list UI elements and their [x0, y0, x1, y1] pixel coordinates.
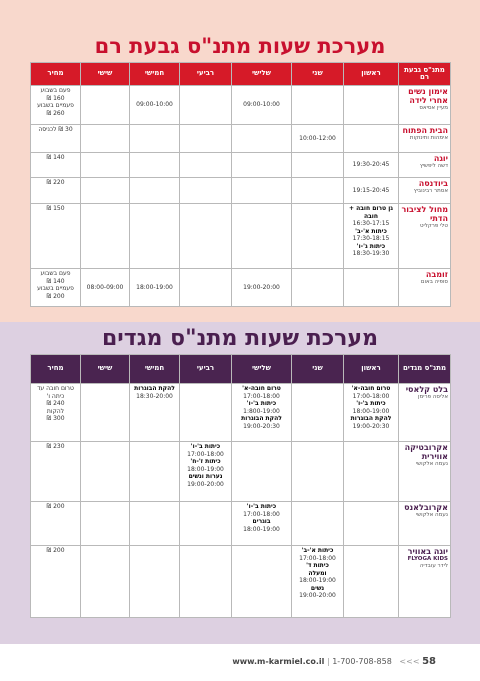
time-range: 19:15-20:45: [352, 186, 390, 194]
time-range: 09:00-10:00: [243, 101, 280, 109]
instructor-name: נעמה אלקושי: [415, 461, 448, 467]
price-line: 160 ₪: [46, 94, 65, 102]
group-label: גן טרום חובה + חובה: [349, 205, 393, 220]
day-cell: [292, 153, 344, 178]
activity-cell: [399, 546, 451, 618]
website-link[interactable]: www.m-karmiel.co.il: [232, 657, 325, 666]
time-range: 08:00-09:00: [86, 283, 124, 291]
activity-name: אקרובטיקה אווירית: [404, 443, 448, 461]
time-range: 18:00-19:00: [352, 407, 390, 415]
price-cell: [31, 86, 81, 125]
header-cell: מחיר: [31, 355, 81, 384]
instructor-name: אליסה פרימן: [418, 394, 448, 400]
time-range: 17:00-18:00: [352, 392, 390, 400]
time-range: 17:00-18:00: [187, 450, 224, 458]
day-cell: [344, 502, 399, 546]
instructor-name: אימהות ותינוקות: [409, 135, 448, 141]
instructor-name: סופיה באום: [420, 279, 448, 285]
header-cell: שלישי: [232, 63, 292, 86]
header-cell: שני: [292, 63, 344, 86]
activity-cell: [399, 178, 451, 204]
group-label: טרום חובה-א': [242, 385, 281, 392]
price-cell: [31, 178, 81, 204]
header-cell: רביעי: [180, 355, 232, 384]
section-title: מערכת שעות מתנ"ס מגדים: [101, 326, 378, 351]
day-cell: [344, 178, 399, 204]
price-line: 150 ₪: [46, 205, 65, 212]
price-line: 200 ₪: [46, 292, 65, 300]
day-cell: [344, 125, 399, 153]
price-line: טרום חובה עד כיתה ו': [37, 385, 74, 400]
price-cell: [31, 125, 81, 153]
activity-cell: [399, 86, 451, 125]
price-cell: [31, 384, 81, 442]
price-line: 260 ₪: [46, 109, 65, 117]
day-cell: [180, 153, 232, 178]
table-row: [31, 178, 451, 204]
time-range: 19:00-20:30: [352, 422, 390, 430]
group-label: כיתות ז'-ח': [190, 458, 221, 465]
group-label: כיתות ג'-ו': [356, 242, 386, 250]
day-cell: [232, 502, 292, 546]
day-cell: [81, 86, 130, 125]
day-cell: [180, 125, 232, 153]
price-line: 230 ₪: [46, 443, 65, 450]
price-line: פעם בשבוע: [40, 87, 71, 94]
time-range: 10:00-12:00: [299, 134, 336, 142]
price-cell: [31, 204, 81, 269]
activity-cell: [399, 125, 451, 153]
activity-name: אימון נשים אחרי לידה: [408, 87, 448, 105]
group-label: כיתות ב'-ו': [246, 400, 277, 407]
day-cell: [344, 546, 399, 618]
day-cell: [180, 204, 232, 269]
activity-name: הבית הפתוח: [402, 126, 448, 135]
table-row: [31, 153, 451, 178]
day-cell: [81, 502, 130, 546]
day-cell: [81, 153, 130, 178]
day-cell: [130, 204, 180, 269]
day-cell: [180, 502, 232, 546]
day-cell: [81, 204, 130, 269]
header-cell: מתנ"ס מגדים: [399, 355, 451, 384]
price-line: 140 ₪: [46, 154, 65, 161]
activity-name: ביודנסה: [418, 179, 448, 188]
instructor-name: נעמה אלקושי: [415, 512, 448, 518]
day-cell: [344, 442, 399, 502]
header-cell: שישי: [81, 63, 130, 86]
time-range: 17:30-18:15: [352, 235, 390, 242]
header-cell: שלישי: [232, 355, 292, 384]
price-line: 30 ₪ לכניסה: [38, 126, 73, 133]
day-cell: [292, 86, 344, 125]
footer-separator: |: [326, 657, 330, 666]
day-cell: [292, 502, 344, 546]
instructor-name: דשה ליפשיץ: [419, 163, 448, 169]
time-range: 19:30-20:45: [352, 161, 390, 169]
day-cell: [344, 204, 399, 269]
activity-name: יוגה באוויר: [407, 547, 448, 556]
day-cell: [232, 125, 292, 153]
arrows-icon: <<<: [399, 657, 420, 666]
header-cell: שישי: [81, 355, 130, 384]
time-range: 19:00-20:00: [187, 480, 224, 488]
activity-name: מחול לציבור הדתי: [401, 205, 448, 223]
price-line: 240 ₪: [46, 400, 65, 407]
day-cell: [130, 125, 180, 153]
day-cell: [344, 86, 399, 125]
day-cell: [180, 546, 232, 618]
group-label: כיתות ב'-ו': [246, 503, 277, 510]
instructor-name: מעיין אסיאס: [419, 105, 448, 111]
group-label: כיתות ב'-ו': [356, 400, 386, 407]
giv-at-ram-section: [0, 0, 480, 322]
price-cell: [31, 546, 81, 618]
day-cell: [344, 384, 399, 442]
day-cell: [344, 153, 399, 178]
instructor-name: טלי פרקליט: [419, 223, 448, 229]
header-cell: ראשון: [344, 63, 399, 86]
time-range: 17:00-18:00: [243, 392, 280, 400]
activity-cell: [399, 502, 451, 546]
footer-text: [232, 656, 436, 667]
time-range: 18:00-19:00: [187, 465, 224, 473]
time-range: 18:30-20:00: [136, 392, 173, 400]
price-line: 140 ₪: [46, 277, 65, 285]
day-cell: [130, 153, 180, 178]
activity-cell: [399, 153, 451, 178]
day-cell: [232, 384, 292, 442]
schedule-body: [31, 86, 451, 307]
header-cell: חמישי: [130, 355, 180, 384]
day-cell: [81, 178, 130, 204]
instructor-name: לידר עובדיה: [419, 563, 448, 569]
group-label: כיתות א'-ב': [355, 227, 387, 235]
table-row: [31, 384, 451, 442]
activity-cell: [399, 204, 451, 269]
header-cell: חמישי: [130, 63, 180, 86]
time-range: 18:30-19:30: [352, 250, 390, 257]
day-cell: [180, 442, 232, 502]
time-range: 18:00-19:00: [136, 283, 173, 291]
day-cell: [292, 384, 344, 442]
day-cell: [81, 546, 130, 618]
day-cell: [81, 384, 130, 442]
day-cell: [292, 204, 344, 269]
schedule-table: [30, 62, 451, 307]
day-cell: [180, 178, 232, 204]
time-range: 18:00-19:00: [299, 577, 336, 584]
time-range: 17:00-18:00: [299, 554, 336, 562]
day-cell: [232, 269, 292, 307]
group-label: להקת הבוגרות: [241, 415, 282, 422]
price-cell: [31, 153, 81, 178]
table-row: [31, 86, 451, 125]
day-cell: [292, 125, 344, 153]
time-range: 19:00-20:30: [243, 422, 280, 430]
price-line: 200 ₪: [46, 503, 65, 510]
price-line: פעמיים בשבוע: [37, 285, 74, 292]
day-cell: [81, 442, 130, 502]
activity-name: זומבה: [425, 270, 448, 279]
time-range: 17:00-18:00: [243, 510, 280, 518]
table-row: [31, 269, 451, 307]
activity-cell: [399, 269, 451, 307]
group-label: להקת הבוגרות: [134, 385, 175, 392]
header-cell: שני: [292, 355, 344, 384]
day-cell: [232, 86, 292, 125]
day-cell: [292, 178, 344, 204]
price-line: פעמיים בשבוע: [37, 102, 74, 109]
price-line: 300 ₪: [46, 415, 65, 422]
header-cell: ראשון: [344, 355, 399, 384]
table-row: [31, 125, 451, 153]
price-line: 200 ₪: [46, 547, 65, 554]
price-cell: [31, 442, 81, 502]
header-row: [31, 355, 451, 384]
price-line: פעם בשבוע: [40, 270, 71, 277]
activity-cell: [399, 384, 451, 442]
day-cell: [232, 204, 292, 269]
day-cell: [292, 269, 344, 307]
day-cell: [180, 384, 232, 442]
day-cell: [344, 269, 399, 307]
group-label: נערות ונשים: [188, 473, 223, 480]
group-label: להקת הבוגרות: [350, 415, 392, 422]
day-cell: [232, 178, 292, 204]
activity-name: בלט קלאסי: [405, 385, 448, 394]
day-cell: [81, 269, 130, 307]
group-label: כיתות ד': [306, 562, 329, 569]
day-cell: [130, 442, 180, 502]
day-cell: [180, 86, 232, 125]
header-cell: מתנ"ס גבעת רם: [399, 63, 451, 86]
header-row: [31, 63, 451, 86]
page-footer: [0, 644, 480, 681]
instructor-name: אסתר רבינוביץ: [413, 188, 448, 194]
table-row: [31, 502, 451, 546]
group-label: נשים: [310, 584, 325, 592]
page-number: 58: [422, 656, 436, 667]
time-range: 18:00-19:00: [243, 525, 280, 533]
day-cell: [292, 442, 344, 502]
day-cell: [180, 269, 232, 307]
time-range: 1:800-19:00: [243, 407, 280, 415]
time-range: 09:00-10:00: [136, 101, 173, 109]
day-cell: [232, 546, 292, 618]
header-cell: רביעי: [180, 63, 232, 86]
group-label: ומעלה: [308, 569, 327, 577]
group-label: כיתות ב'-ו': [190, 443, 221, 450]
price-line: 220 ₪: [46, 179, 65, 186]
day-cell: [81, 125, 130, 153]
day-cell: [130, 178, 180, 204]
time-range: 19:00-20:00: [299, 592, 336, 599]
time-range: 16:30-17:15: [352, 220, 390, 227]
day-cell: [130, 86, 180, 125]
table-row: [31, 204, 451, 269]
header-cell: מחיר: [31, 63, 81, 86]
migdim-section: [0, 322, 480, 644]
group-label: טרום חובה-א': [351, 385, 391, 392]
section-title: מערכת שעות מתנ"ס גבעת רם: [94, 34, 386, 58]
day-cell: [130, 269, 180, 307]
price-line: להקות: [46, 407, 65, 415]
day-cell: [130, 384, 180, 442]
time-range: 19:00-20:00: [243, 283, 280, 291]
schedule-body: [31, 384, 451, 618]
day-cell: [130, 502, 180, 546]
table-row: [31, 442, 451, 502]
activity-name: אקרובלאנס: [404, 503, 448, 512]
day-cell: [292, 546, 344, 618]
day-cell: [130, 546, 180, 618]
activity-name: יוגה: [433, 154, 448, 163]
price-cell: [31, 502, 81, 546]
price-cell: [31, 269, 81, 307]
schedule-table: [30, 354, 451, 618]
phone-number: 1-700-708-858: [332, 657, 392, 666]
group-label: כיתות א'-ב': [301, 547, 334, 554]
activity-subtitle: FLYOGA KIDS: [407, 556, 448, 562]
day-cell: [232, 442, 292, 502]
day-cell: [232, 153, 292, 178]
table-row: [31, 546, 451, 618]
activity-cell: [399, 442, 451, 502]
group-label: בוגרים: [252, 518, 271, 525]
